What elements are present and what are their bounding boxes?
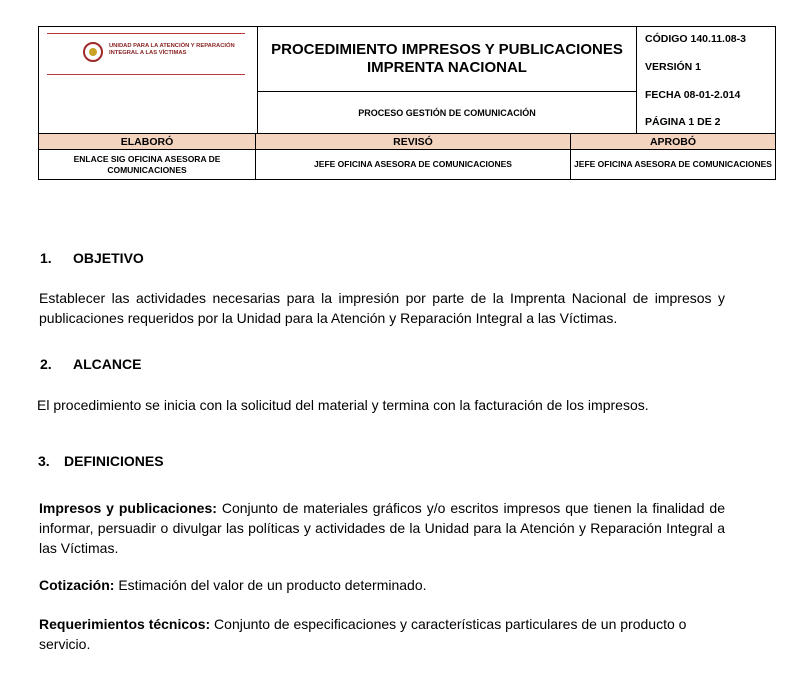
section-2-number: 2. [40,356,52,372]
definition-term: Cotización: [39,577,115,593]
document-metadata [636,26,776,134]
definition-impresos [39,498,725,558]
value-aprobo: JEFE OFICINA ASESORA DE COMUNICACIONES [570,149,776,180]
value-elaboro: ENLACE SIG OFICINA ASESORA DE COMUNICACIONES [38,149,256,180]
document-header [38,26,776,180]
section-3-number: 3. [38,453,50,469]
title-line-1: PROCEDIMIENTO IMPRESOS Y PUBLICACIONES [271,41,623,58]
definition-term: Requerimientos técnicos: [39,616,211,632]
header-elaboro: ELABORÓ [38,133,256,150]
process-name: PROCESO GESTIÓN DE COMUNICACIÓN [257,91,637,134]
definition-text: Conjunto de especificaciones y características particulares de un producto o servicio. [39,616,687,652]
title-line-2: IMPRENTA NACIONAL [366,59,527,76]
value-reviso: JEFE OFICINA ASESORA DE COMUNICACIONES [255,149,571,180]
coat-of-arms-icon [83,42,103,62]
definition-requerimientos [39,614,739,654]
document-date: FECHA 08-01-2.014 [645,89,741,101]
header-aprobo: APROBÓ [570,133,776,150]
document-version: VERSIÓN 1 [645,61,702,73]
section-1-number: 1. [40,250,52,266]
institution-logo [47,33,245,75]
definition-cotizacion [39,575,725,595]
section-3-heading: DEFINICIONES [64,453,164,469]
section-1-text: Establecer las actividades necesarias para la impresión por parte de la Imprenta Nacional de impresos y publicaciones requeridos por la Unidad para la Atención y Reparación Integral a las Víctimas. [39,290,725,326]
document-title [257,26,637,92]
page-number: PÁGINA 1 DE 2 [645,116,721,128]
header-reviso: REVISÓ [255,133,571,150]
definition-text: Conjunto de materiales gráficos y/o escritos impresos que tienen la finalidad de informar, persuadir o divulgar las políticas y actividades de la Unidad para la Atención y Reparación Integral a las Víctimas. [39,500,725,556]
section-2-heading: ALCANCE [73,356,142,372]
section-2-text: El procedimiento se inicia con la solicitud del material y termina con la facturación de los impresos. [37,397,649,413]
definition-term: Impresos y publicaciones: [39,500,217,516]
definition-text: Estimación del valor de un producto determinado. [114,577,427,593]
logo-text: UNIDAD PARA LA ATENCIÓN Y REPARACIÓN INTEGRAL A LAS VÍCTIMAS [109,43,235,56]
document-code: CÓDIGO 140.11.08-3 [645,33,746,45]
logo-cell [38,26,258,134]
section-1-heading: OBJETIVO [73,250,144,266]
